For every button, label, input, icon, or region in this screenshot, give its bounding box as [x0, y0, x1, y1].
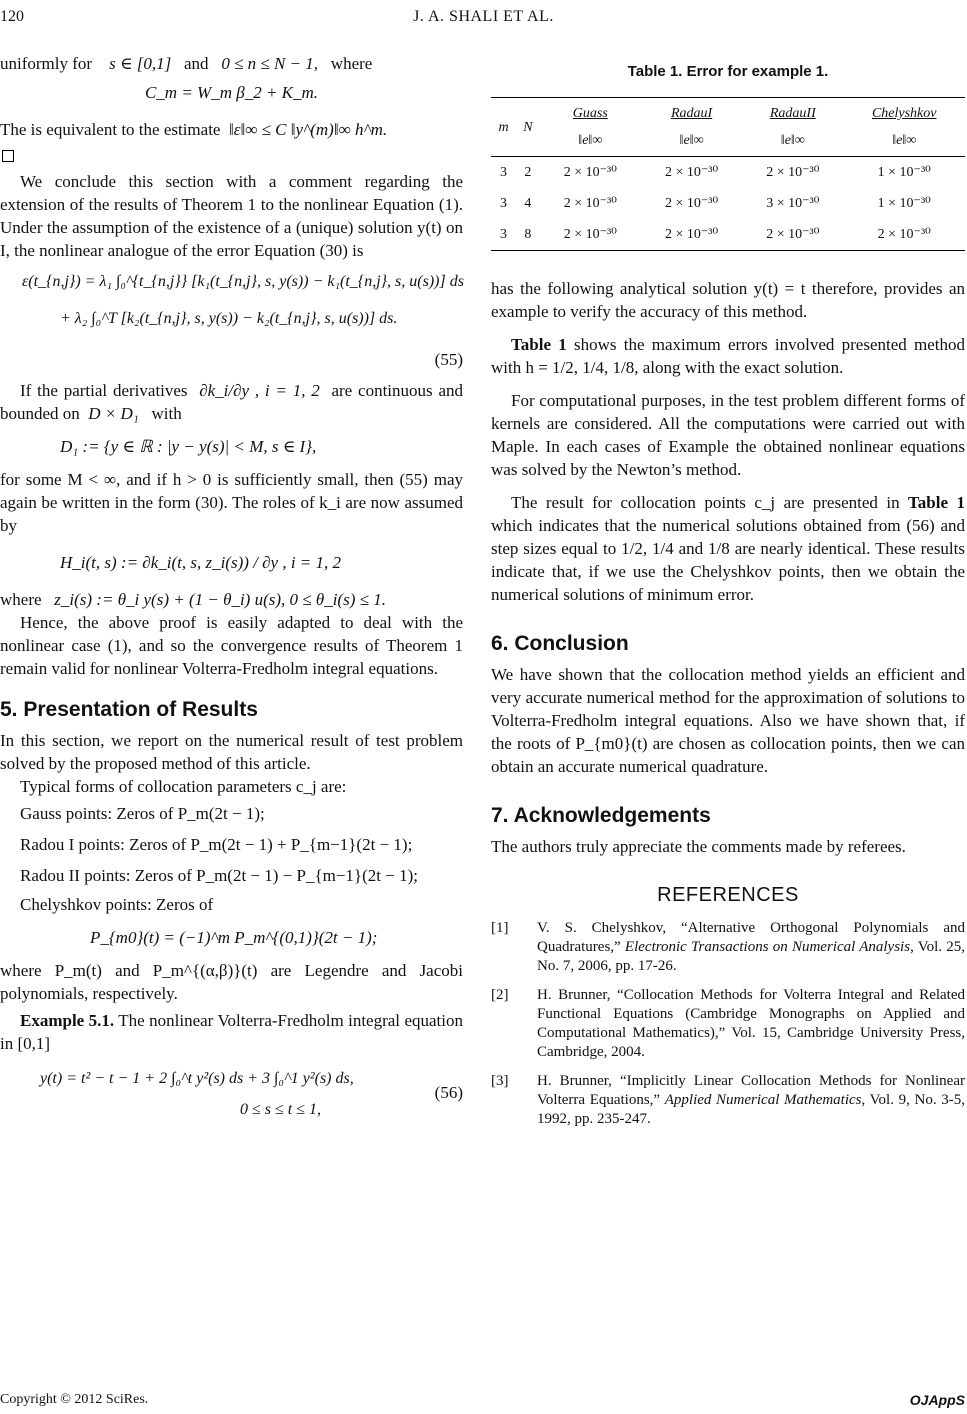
table-row — [491, 157, 965, 189]
table-header-n: N — [523, 119, 533, 135]
paragraph-collocation-parameters: Typical forms of collocation parameters c_j are: — [20, 777, 347, 796]
section-heading-6: 6. Conclusion — [491, 632, 629, 655]
table-cell: 2 × 10⁻³⁰ — [665, 165, 719, 180]
equation-56-number: (56) — [434, 1083, 463, 1102]
equation-p-m0: P_{m0}(t) = (−1)^m P_m^{(0,1)}(2t − 1); — [90, 928, 378, 947]
equation-56 — [0, 1067, 463, 1121]
left-column — [0, 52, 463, 1121]
section-heading-7: 7. Acknowledgements — [491, 804, 711, 827]
table-cell: 3 — [500, 196, 508, 211]
paragraph-analytical-solution: has the following analytical solution y(t) = t therefore, provides an example to verify the accuracy of this method. — [491, 279, 965, 321]
table-cell: 3 × 10⁻³⁰ — [766, 196, 820, 211]
gauss-points: Gauss points: Zeros of P_m(2t − 1); — [20, 804, 265, 823]
table-1-caption: Table 1. Error for example 1. — [627, 63, 829, 80]
paragraph-estimate: The is equivalent to the estimate ‖ε‖∞ ≤ C ‖y^(m)‖∞ h^m. — [0, 120, 388, 139]
table-header-radau-1: RadauI ‖e‖∞ — [670, 106, 713, 148]
paragraph-uniformly: uniformly for s ∈ [0,1] and 0 ≤ n ≤ N − 1, where — [0, 54, 373, 73]
paragraph-for-some-m: for some M < ∞, and if h > 0 is sufficiently small, then (55) may again be written in the form (30). The roles of k_i are now assumed by — [0, 470, 463, 535]
equation-h-i: H_i(t, s) := ∂k_i(t, s, z_i(s)) / ∂y , i = 1, 2 — [60, 553, 342, 572]
equation-55 — [0, 270, 463, 371]
table-cell: 1 × 10⁻³⁰ — [877, 196, 931, 211]
table-header-radau-2: RadauII ‖e‖∞ — [769, 106, 816, 148]
table-cell: 1 × 10⁻³⁰ — [877, 165, 931, 180]
chelyshkov-points: Chelyshkov points: Zeros of — [20, 895, 214, 914]
paragraph-table-1-shows: Table 1 shows the maximum errors involved presented method with h = 1/2, 1/4, 1/8, along with the exact solution. — [491, 335, 965, 377]
table-cell: 3 — [500, 227, 508, 242]
references-heading: REFERENCES — [657, 884, 799, 906]
equation-c-m: C_m = W_m β_2 + K_m. — [144, 83, 319, 102]
equation-56-line-2: 0 ≤ s ≤ t ≤ 1, — [240, 1101, 322, 1118]
table-cell: 2 × 10⁻³⁰ — [766, 165, 820, 180]
page-number: 120 — [0, 8, 24, 25]
equation-55-line-1: ε(t_{n,j}) = λ₁ ∫₀^{t_{n,j}} [k₁(t_{n,j}, s, y(s)) − k₁(t_{n,j}, s, u(s))] ds — [22, 273, 464, 290]
table-cell: 2 × 10⁻³⁰ — [563, 227, 617, 242]
table-cell: 2 — [524, 165, 532, 180]
right-column — [491, 52, 965, 1139]
paragraph-hence: Hence, the above proof is easily adapted to deal with the nonlinear case (1), and so the convergence results of Theorem 1 remain valid for nonlinear Volterra-Fredholm integral equations. — [0, 613, 463, 678]
paragraph-conclusion: We have shown that the collocation method yields an efficient and very accurate numerical method for the approximation of solutions to Volterra-Fredholm integral equations. Also we have shown that, if the roots of P_{m0}(t) are chosen as collocation points, then we can obtain an accurate numerical quadrature. — [491, 665, 965, 776]
radau-2-points: Radou II points: Zeros of P_m(2t − 1) − P_{m−1}(2t − 1); — [20, 866, 418, 885]
equation-d1: D₁ := {y ∈ ℝ : |y − y(s)| < M, s ∈ I}, — [60, 437, 317, 456]
table-cell: 2 × 10⁻³⁰ — [665, 227, 719, 242]
table-cell: 2 × 10⁻³⁰ — [766, 227, 820, 242]
running-header — [0, 8, 967, 30]
table-cell: 2 × 10⁻³⁰ — [877, 227, 931, 242]
equation-55-number: (55) — [434, 350, 463, 369]
paragraph-section-5-intro: In this section, we report on the numerical result of test problem solved by the proposed method of this article. — [0, 731, 463, 773]
copyright-text: Copyright © 2012 SciRes. — [0, 1392, 149, 1407]
table-cell: 8 — [524, 227, 532, 242]
table-cell: 2 × 10⁻³⁰ — [563, 165, 617, 180]
example-5-1: Example 5.1. The nonlinear Volterra-Fredholm integral equation in [0,1] — [0, 1011, 463, 1053]
table-header-row — [491, 98, 965, 157]
table-1 — [491, 97, 965, 251]
reference-item: [2] H. Brunner, “Collocation Methods for Volterra Integral and Related Functional Equations (Cambridge Monographs on Applied and Computational Mathematics),” Vol. 15, Cambridge University Press, Cambridge, 2004. — [491, 987, 965, 1060]
equation-56-line-1: y(t) = t² − t − 1 + 2 ∫₀^t y²(s) ds + 3 ∫₀^1 y²(s) ds, — [40, 1070, 354, 1087]
paragraph-where-z: where z_i(s) := θ_i y(s) + (1 − θ_i) u(s), 0 ≤ θ_i(s) ≤ 1. — [0, 590, 386, 609]
section-heading-5: 5. Presentation of Results — [0, 698, 258, 721]
paragraph-computational-purposes: For computational purposes, in the test problem different forms of kernels are considered. All the computations were carried out with Maple. In each cases of Example the obtained nonlinear equations was solved by the Newton’s method. — [491, 391, 965, 479]
table-cell: 4 — [524, 196, 532, 211]
table-row — [491, 219, 965, 251]
paragraph-collocation-results: The result for collocation points c_j are presented in Table 1 which indicates that the numerical solutions obtained from (56) and step sizes equal to 1/2, 1/4 and 1/8 are nearly identical. These results indicate that, if we use the Chelyshkov points, then we obtain the numerical solutions of minimum error. — [491, 493, 965, 604]
proof-end-box — [0, 145, 463, 168]
table-header-chelyshkov: Chelyshkov ‖e‖∞ — [871, 106, 937, 148]
table-cell: 2 × 10⁻³⁰ — [563, 196, 617, 211]
table-header-m: m — [498, 119, 509, 135]
journal-name: OJAppS — [909, 1392, 965, 1408]
radau-1-points: Radou I points: Zeros of P_m(2t − 1) + P_{m−1}(2t − 1); — [20, 835, 413, 854]
table-header-gauss: Guass ‖e‖∞ — [572, 106, 608, 148]
paragraph-nonlinear-extension: We conclude this section with a comment regarding the extension of the results of Theorem 1 to the nonlinear Equation (1). Under the assumption of the existence of a (unique) solution y(t) on I, the nonlinear analogue of the error Equation (30) is — [0, 172, 463, 260]
equation-55-line-2: + λ₂ ∫₀^T [k₂(t_{n,j}, s, y(s)) − k₂(t_{n,j}, s, u(s))] ds. — [60, 310, 398, 327]
table-cell: 3 — [500, 165, 508, 180]
table-row — [491, 188, 965, 219]
paragraph-legendre-jacobi: where P_m(t) and P_m^{(α,β)}(t) are Legendre and Jacobi polynomials, respectively. — [0, 961, 463, 1003]
paragraph-partial-derivatives: If the partial derivatives ∂k_i/∂y , i = 1, 2 are continuous and bounded on D × D₁ with — [0, 381, 463, 423]
paragraph-acknowledgements: The authors truly appreciate the comments made by referees. — [491, 837, 906, 856]
reference-item: [1] V. S. Chelyshkov, “Alternative Orthogonal Polynomials and Quadratures,” Electronic Transactions on Numerical Analysis, Vol. 25, No. 7, 2006, pp. 17-26. — [491, 920, 966, 974]
running-authors: J. A. SHALI ET AL. — [413, 8, 554, 25]
reference-item: [3] H. Brunner, “Implicitly Linear Collocation Methods for Nonlinear Volterra Equations,” Applied Numerical Mathematics, Vol. 9, No. 3-5, 1992, pp. 235-247. — [491, 1073, 965, 1127]
table-cell: 2 × 10⁻³⁰ — [665, 196, 719, 211]
